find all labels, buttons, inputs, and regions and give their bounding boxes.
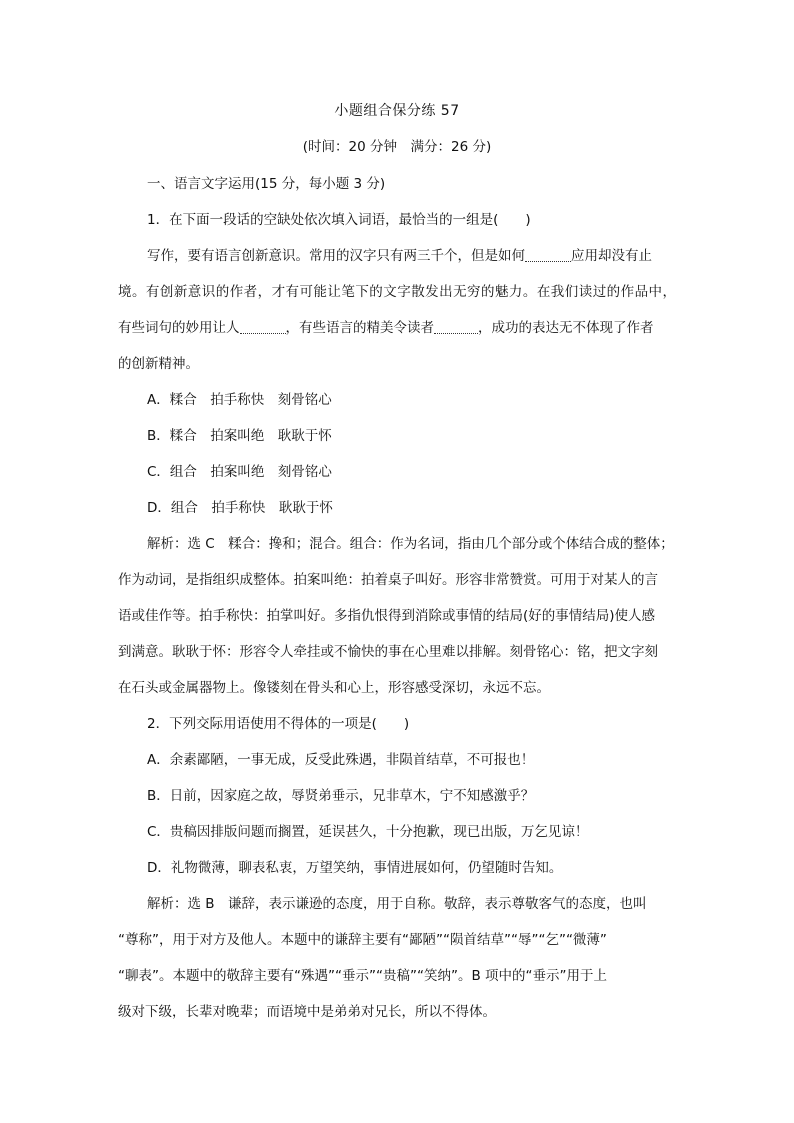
page-subtitle: (时间：20 分钟 满分：26 分) [302,139,492,155]
q2-analysis-line: 级对下级，长辈对晚辈；而语境中是弟弟对兄长，所以不得体。 [118,1004,496,1020]
q1-passage-line-4: 的创新精神。 [118,356,199,372]
question-1-stem: 1．在下面一段话的空缺处依次填入词语，最恰当的一组是( ) [147,212,531,228]
fill-blank-3 [434,319,478,334]
fill-blank-1 [525,247,571,262]
q2-analysis-line: “聊表”。本题中的敬辞主要有“殊遇”“垂示”“贵稿”“笑纳”。B 项中的“垂示”用于上 [118,968,607,984]
q2-option-b: B．日前，因家庭之故，辱贤弟垂示，兄非草木，宁不知感激乎？ [147,788,535,804]
q1-option-b: B．糅合 拍案叫绝 耿耿于怀 [147,428,332,444]
q1-analysis-line: 解析：选 C 糅合：搀和；混合。组合：作为名词，指由几个部分或个体结合成的整体； [147,536,674,552]
q1-passage-line-2: 境。有创新意识的作者，才有可能让笔下的文字散发出无穷的魅力。在我们读过的作品中， [118,284,676,300]
fill-blank-2 [240,319,286,334]
q1-passage-line-3 [118,316,654,336]
q1-option-a: A．糅合 拍手称快 刻骨铭心 [147,392,332,408]
q2-analysis-line: 解析：选 B 谦辞，表示谦逊的态度，用于自称。敬辞，表示尊敬客气的态度，也叫 [147,896,647,912]
q2-option-c: C．贵稿因排版问题而搁置，延误甚久，十分抱歉，现已出版，万乞见谅！ [147,824,589,840]
q1-passage-text: ，成功的表达无不体现了作者 [478,320,654,336]
q2-option-d: D．礼物微薄，聊表私衷，万望笑纳，事情进展如何，仍望随时告知。 [147,860,563,876]
q1-analysis-line: 到满意。耿耿于怀：形容令人牵挂或不愉快的事在心里难以排解。刻骨铭心：铭，把文字刻 [118,644,658,660]
q1-analysis-line: 在石头或金属器物上。像镂刻在骨头和心上，形容感受深切，永远不忘。 [118,680,550,696]
q1-analysis-line: 作为动词，是指组织成整体。拍案叫绝：拍着桌子叫好。形容非常赞赏。可用于对某人的言 [118,572,658,588]
q1-passage-text: 有些词句的妙用让人 [118,320,240,336]
q2-option-a: A．余素鄙陋，一事无成，反受此殊遇，非陨首结草，不可报也！ [147,752,535,768]
section-heading: 一、语言文字运用(15 分，每小题 3 分) [147,176,386,192]
q1-option-c: C．组合 拍案叫绝 刻骨铭心 [147,464,332,480]
q1-passage-text: ，有些语言的精美令读者 [285,320,434,336]
q1-analysis-line: 语或佳作等。拍手称快：拍掌叫好。多指仇恨得到消除或事情的结局(好的事情结局)使人感 [118,608,656,624]
page-title: 小题组合保分练 57 [334,103,460,119]
question-2-stem: 2．下列交际用语使用不得体的一项是( ) [147,716,410,732]
q1-passage-line-1 [147,244,652,264]
q1-option-d: D．组合 拍手称快 耿耿于怀 [147,500,333,516]
q2-analysis-line: “尊称”，用于对方及他人。本题中的谦辞主要有“鄙陋”“陨首结草”“辱”“乞”“微薄” [118,932,607,948]
q1-passage-text: 应用却没有止 [571,248,652,264]
q1-passage-text: 写作，要有语言创新意识。常用的汉字只有两三千个，但是如何 [147,248,525,264]
